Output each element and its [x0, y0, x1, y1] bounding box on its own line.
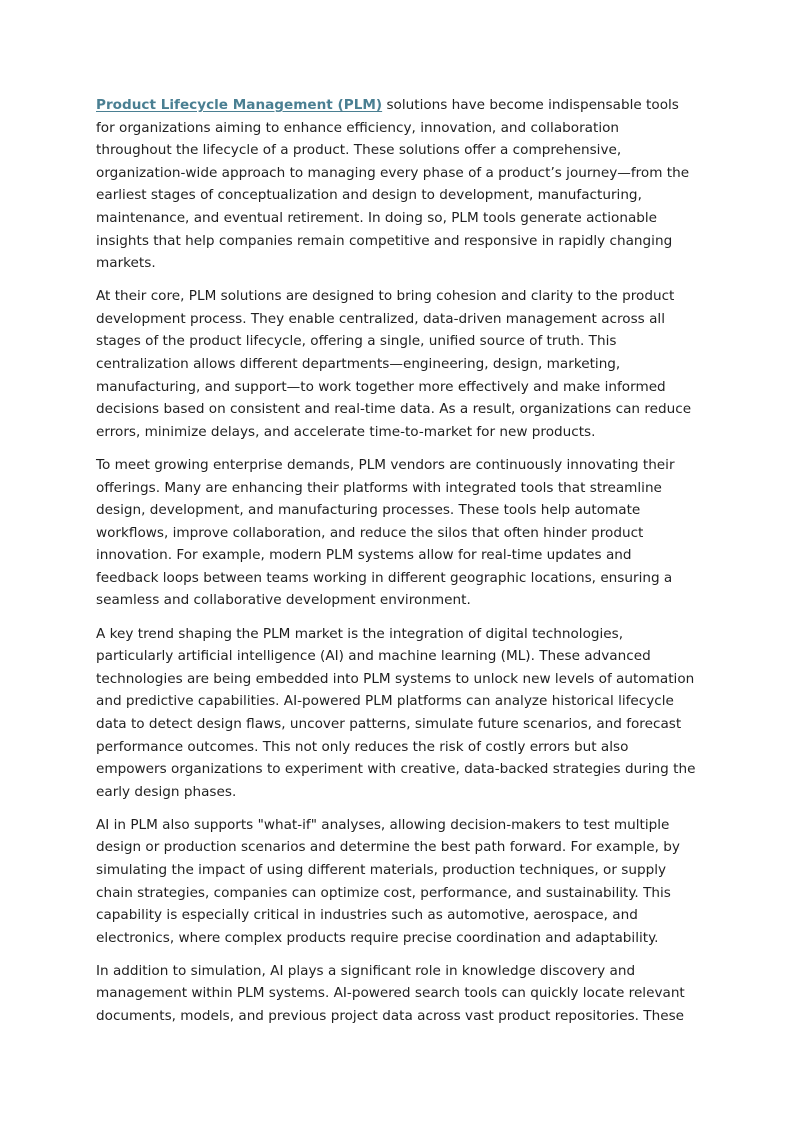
- paragraph-intro: [96, 94, 698, 275]
- paragraph-core: At their core, PLM solutions are designed to bring cohesion and clarity to the product development process. They enable centralized, data-driven management across all stages of the product lifecycle, offering a single, unified source of truth. This centralization allows different departments—engineering, design, marketing, manufacturing, and support—to work together more effectively and make informed decisions based on consistent and real-time data. As a result, organizations can reduce errors, minimize delays, and accelerate time-to-market for new products.: [96, 288, 692, 440]
- document-page: [96, 94, 698, 1038]
- plm-link[interactable]: Product Lifecycle Management (PLM): [96, 97, 383, 113]
- intro-text: solutions have become indispensable tools for organizations aiming to enhance efficiency, innovation, and collaboration throughout the lifecycle of a product. These solutions offer a comprehensive, organization-wide approach to managing every phase of a product’s journey—from the earliest stages of conceptualization and design to development, manufacturing, maintenance, and eventual retirement. In doing so, PLM tools generate actionable insights that help companies remain competitive and responsive in rapidly changing markets.: [96, 97, 690, 272]
- paragraph-what-if: AI in PLM also supports "what-if" analyses, allowing decision-makers to test multiple design or production scenarios and determine the best path forward. For example, by simulating the impact of using different materials, production techniques, or supply chain strategies, companies can optimize cost, performance, and sustainability. This capability is especially critical in industries such as automotive, aerospace, and electronics, where complex products require precise coordination and adaptability.: [96, 816, 680, 946]
- paragraph-ai-trend: A key trend shaping the PLM market is the integration of digital technologies, particularly artificial intelligence (AI) and machine learning (ML). These advanced technologies are being embedded into PLM systems to unlock new levels of automation and predictive capabilities. AI-powered PLM platforms can analyze historical lifecycle data to detect design flaws, uncover patterns, simulate future scenarios, and forecast performance outcomes. This not only reduces the risk of costly errors but also empowers organizations to experiment with creative, data-backed strategies during the early design phases.: [96, 625, 696, 800]
- paragraph-vendors: To meet growing enterprise demands, PLM vendors are continuously innovating their offerings. Many are enhancing their platforms with integrated tools that streamline design, development, and manufacturing processes. These tools help automate workflows, improve collaboration, and reduce the silos that often hinder product innovation. For example, modern PLM systems allow for real-time updates and feedback loops between teams working in different geographic locations, ensuring a seamless and collaborative development environment.: [96, 456, 675, 609]
- paragraph-knowledge: In addition to simulation, AI plays a significant role in knowledge discovery and management within PLM systems. AI-powered search tools can quickly locate relevant documents, models, and previous project data across vast product repositories. These: [96, 962, 685, 1025]
